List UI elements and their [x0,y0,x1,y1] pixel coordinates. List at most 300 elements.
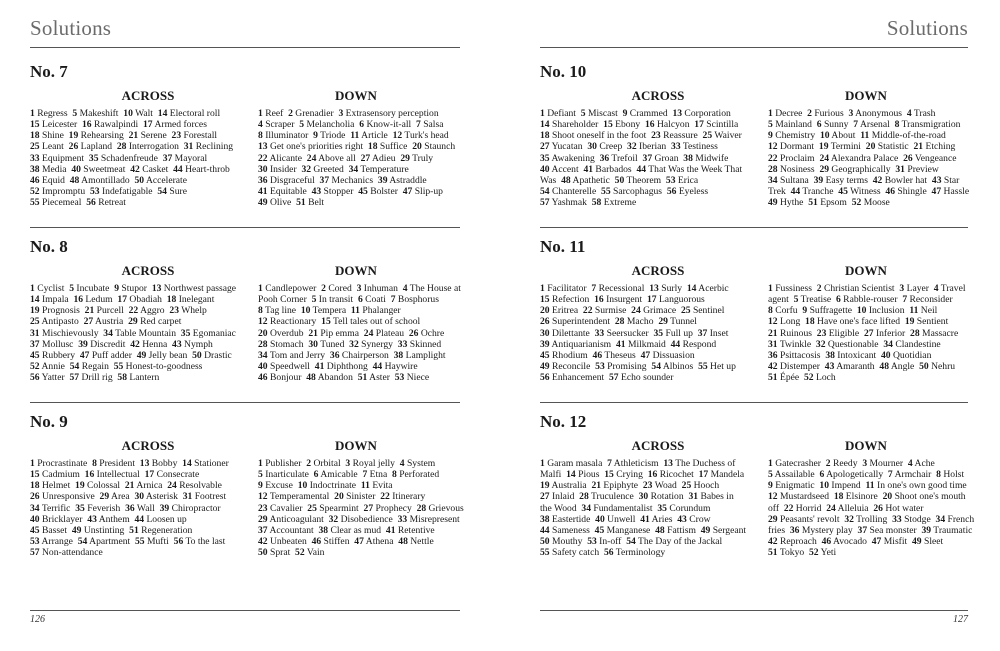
down-answer-line: 1 Reef 2 Grenadier 3 Extrasensory perception [258,108,439,119]
down-answer-line: 42 Distemper 43 Amaranth 48 Angle 50 Nehru [768,361,956,373]
left-page-header: Solutions [30,16,112,40]
clue-number: 41 [615,338,626,350]
clue-number: 43 [87,513,97,525]
clue-number: 36 [258,174,268,186]
clue-number: 40 [71,163,81,175]
across-answer-line: 18 Shine 19 Rehearsing 21 Serene 23 Forestall [30,130,218,142]
clue-number: 54 [626,536,636,548]
clue-number: 39 [159,502,170,514]
clue-number: 3 [345,458,351,469]
clue-number: 36 [599,152,610,164]
clue-number: 56 [666,186,677,198]
clue-number: 31 [768,338,778,350]
clue-number: 50 [919,361,929,373]
clue-number: 1 [258,108,263,119]
clue-number: 45 [838,186,848,198]
clue-number: 13 [649,283,659,294]
clue-number: 25 [30,316,40,328]
clue-number: 33 [892,513,902,525]
page-number: 126 [30,614,45,625]
across-answer-line: 20 Eritrea 22 Surmise 24 Grimace 25 Sentinel [540,305,725,317]
clue-number: 41 [583,163,594,175]
clue-number: 44 [670,338,681,350]
down-answer-line: 12 Mustardseed 18 Elsinore 20 Shoot one's mouth [768,491,966,503]
down-answer-line: 49 Hythe 51 Epsom 52 Moose [768,197,890,209]
clue-number: 53 [587,536,597,548]
clue-number: 37 [319,174,330,186]
clue-number: 8 [258,130,263,142]
clue-number: 23 [642,480,653,492]
clue-number: 22 [380,491,390,503]
clue-number: 11 [860,130,870,142]
clue-number: 30 [308,338,318,350]
clue-number: 11 [909,305,919,317]
clue-number: 31 [688,491,699,503]
clue-number: 58 [117,372,128,384]
across-answers [30,458,229,558]
across-answer-line: 34 Terrific 35 Feverish 36 Wall 39 Chiropractor [30,502,221,514]
right-page-header: Solutions [886,16,968,40]
section-rule [540,402,968,403]
clue-number: 12 [768,316,778,328]
across-answer-line: 25 Leant 26 Lapland 28 Interrogation 31 Reclining [30,141,234,153]
down-answer-line: 1 Candlepower 2 Cored 3 Inhuman 4 The House at [258,283,461,294]
across-answer-line: 38 Eastertide 40 Unwell 41 Aries 43 Crow [540,513,711,525]
clue-number: 4 [907,458,913,469]
clue-number: 12 [258,316,268,328]
clue-number: 53 [665,174,676,186]
clue-number: 44 [790,186,801,198]
clue-number: 37 [30,338,40,350]
clue-number: 12 [768,141,778,153]
clue-number: 8 [894,119,900,131]
clue-number: 35 [540,152,550,164]
clue-number: 49 [258,197,268,209]
clue-number: 23 [651,130,661,142]
clue-number: 40 [595,513,605,525]
clue-number: 13 [672,108,683,119]
down-answer-line: 1 Publisher 2 Orbital 3 Royal jelly 4 System [258,458,436,469]
clue-number: 42 [768,361,778,373]
clue-number: 7 [887,469,893,481]
clue-number: 12 [768,491,778,503]
clue-number: 16 [73,294,84,306]
clue-number: 15 [30,119,40,131]
puzzle-solution [30,412,464,572]
clue-number: 56 [30,372,40,384]
clue-number: 46 [592,349,603,361]
clue-number: 49 [136,349,147,361]
down-answer-line: 31 Twinkle 32 Questionable 34 Clandestine [768,338,941,350]
clue-number: 45 [540,349,550,361]
clue-number: 17 [646,294,657,306]
puzzle-title: No. 12 [540,412,587,431]
down-answer-line: 40 Speedwell 41 Diphthong 44 Haywire [258,361,418,373]
clue-number: 55 [540,547,550,559]
clue-number: 44 [636,163,647,175]
clue-number: 34 [258,349,268,361]
down-answer-line: agent 5 Treatise 6 Rabble-rouser 7 Reconsider [768,294,953,306]
clue-number: 44 [540,524,550,536]
clue-number: 14 [540,119,550,131]
clue-number: 24 [363,327,374,339]
clue-number: 50 [540,536,550,548]
clue-number: 26 [68,141,79,153]
clue-number: 34 [348,163,359,175]
clue-number: 39 [813,174,824,186]
clue-number: 22 [783,502,794,514]
clue-number: 25 [30,141,40,153]
clue-number: 17 [142,119,153,131]
puzzle-solution [30,62,460,222]
clue-number: 28 [416,502,427,514]
clue-number: 13 [151,283,162,294]
clue-number: 27 [540,141,550,153]
clue-number: 29 [99,491,110,503]
down-answer-line: 50 Sprat 52 Vain [258,547,325,559]
clue-number: 29 [658,316,668,328]
across-answer-line: 50 Mouthy 53 In-off 54 The Day of the Jackal [540,536,723,548]
clue-number: 55 [30,197,40,209]
clue-number: 21 [591,480,602,492]
down-answer-line: 13 Get one's priorities right 18 Suffice 20 Staunch [258,141,456,153]
clue-number: 40 [540,163,550,175]
clue-number: 44 [372,361,383,373]
section-rule [30,227,460,228]
header-rule [30,47,460,48]
across-answers [30,108,233,208]
clue-number: 26 [540,316,550,328]
down-answer-line: 34 Sultana 39 Easy terms 42 Bowler hat 43 Star [768,174,960,186]
clue-number: 41 [640,513,650,525]
clue-number: 13 [139,458,150,469]
clue-number: 57 [69,372,80,384]
clue-number: 20 [258,327,268,339]
clue-number: 34 [935,513,946,525]
clue-number: 57 [540,197,550,209]
clue-number: 36 [125,502,135,514]
across-heading: ACROSS [631,263,685,278]
page-number: 127 [953,614,968,625]
across-answer-line: 1 Defiant 5 Miscast 9 Crammed 13 Corporation [540,108,731,119]
down-answer-line: 42 Reproach 46 Avocado 47 Misfit 49 Sleet [768,536,944,548]
clue-number: 1 [768,108,773,119]
across-answer-line: 35 Awakening 36 Trefoil 37 Groan 38 Midwife [540,152,729,164]
clue-number: 49 [700,524,711,536]
clue-number: 49 [71,524,82,536]
down-answer-line: 1 Fussiness 2 Christian Scientist 3 Layer 4 Travel [768,283,966,294]
clue-number: 31 [183,141,194,153]
clue-number: 4 [258,119,263,131]
clue-number: 47 [640,349,651,361]
clue-number: 14 [686,283,697,294]
clue-number: 33 [671,141,681,153]
clue-number: 27 [360,152,371,164]
clue-number: 4 [906,108,912,119]
clue-number: 4 [402,283,408,294]
clue-number: 35 [653,327,664,339]
clue-number: 28 [910,327,920,339]
clue-number: 35 [88,152,99,164]
down-answers [258,283,461,383]
down-heading: DOWN [335,88,377,103]
clue-number: 19 [540,480,550,492]
clue-number: 29 [258,513,268,525]
clue-number: 30 [587,141,597,153]
down-answer-line: 5 Assailable 6 Apologetically 7 Armchair 8 Holst [768,469,965,481]
clue-number: 24 [167,480,177,492]
clue-number: 52 [803,372,814,384]
clue-number: 30 [540,327,550,339]
clue-number: 31 [182,491,193,503]
across-answer-line: 18 Shoot oneself in the foot 23 Reassure 25 Waiver [540,130,742,142]
down-answer-line: 36 Disgraceful 37 Mechanics 39 Astraddle [258,174,427,186]
section-rule [30,402,460,403]
clue-number: 22 [582,305,593,317]
clue-number: 50 [134,174,145,186]
clue-number: 49 [768,197,778,209]
clue-number: 5 [793,294,799,306]
clue-number: 52 [295,547,305,559]
clue-number: 37 [162,152,173,164]
clue-number: 18 [166,294,177,306]
across-answers [540,458,746,558]
down-answer-line: 12 Reactionary 15 Tell tales out of school [258,316,421,328]
across-heading: ACROSS [121,263,175,278]
clue-number: 41 [385,524,396,536]
clue-number: 38 [683,152,693,164]
clue-number: 14 [182,458,192,469]
clue-number: 36 [329,349,340,361]
across-answer-line: 40 Bricklayer 43 Anthem 44 Loosen up [30,513,187,525]
across-answer-line: 38 Media 40 Sweetmeat 42 Casket 44 Heart-throb [30,163,230,175]
down-answer-line: 22 Alicante 24 Above all 27 Adieu 29 Truly [258,152,434,164]
clue-number: 18 [30,480,40,492]
down-answer-line: 34 Tom and Jerry 36 Chairperson 38 Lamplight [258,349,446,361]
down-answer-line: 8 Illuminator 9 Triode 11 Article 12 Turk's head [258,130,449,142]
clue-number: 10 [819,130,830,142]
down-answers [768,108,969,208]
clue-number: 23 [816,327,827,339]
clue-number: 40 [881,349,891,361]
clue-number: 45 [30,524,40,536]
clue-number: 10 [297,480,308,492]
across-answer-line: 1 Regress 5 Makeshift 10 Walt 14 Electoral roll [30,108,221,119]
clue-number: 46 [885,186,896,198]
down-answer-line: 8 Corfu 9 Suffragette 10 Inclusion 11 Neil [768,305,938,317]
down-answer-line: 30 Insider 32 Greeted 34 Temperature [258,163,409,175]
across-answer-line: 27 Inlaid 28 Truculence 30 Rotation 31 Babes in [540,491,734,503]
clue-number: 38 [393,349,404,361]
puzzle-title: No. 9 [30,412,68,431]
clue-number: 40 [258,361,268,373]
clue-number: 30 [134,491,145,503]
clue-number: 14 [157,108,168,119]
clue-number: 1 [258,458,263,469]
puzzle-title: No. 10 [540,62,587,81]
down-answer-line: 42 Unbeaten 46 Stiffen 47 Athena 48 Nettle [258,536,434,548]
clue-number: 35 [180,327,191,339]
down-answer-line: 12 Long 18 Have one's face lifted 19 Sentient [768,316,949,328]
clue-number: 43 [677,513,687,525]
clue-number: 36 [789,524,800,536]
clue-number: 1 [540,283,545,294]
across-answer-line: 1 Cyclist 5 Incubate 9 Stupor 13 Northwest passage [30,283,237,294]
clue-number: 37 [857,524,868,536]
down-answer-line: 9 Excuse 10 Indoctrinate 11 Evita [258,480,393,492]
puzzle-solution [30,237,460,397]
clue-number: 7 [591,283,597,294]
clue-number: 28 [614,316,625,328]
clue-number: 46 [258,372,268,384]
across-answer-line: 14 Shareholder 15 Ebony 16 Halcyon 17 Scintilla [540,119,739,131]
clue-number: 47 [402,186,413,198]
clue-number: 31 [30,327,40,339]
across-answers [30,283,236,383]
clue-number: 25 [702,130,713,142]
clue-number: 17 [698,469,709,481]
clue-number: 18 [367,141,378,153]
clue-number: 7 [853,119,859,131]
clue-number: 9 [114,283,120,294]
across-heading: ACROSS [631,88,685,103]
clue-number: 5 [311,294,317,306]
across-answer-line: 1 Procrastinate 8 President 13 Bobby 14 Stationer [30,458,229,469]
clue-number: 30 [258,163,268,175]
down-answers [258,458,464,558]
clue-number: 12 [258,491,268,503]
clue-number: 33 [594,327,605,339]
clue-number: 53 [595,361,605,373]
across-answer-line: 44 Sameness 45 Manganese 48 Fattism 49 Sergeant [540,524,747,536]
clue-number: 34 [103,327,113,339]
clue-number: 48 [306,372,316,384]
clue-number: 7 [416,119,421,131]
clue-number: 19 [818,141,829,153]
clue-number: 43 [311,186,322,198]
clue-number: 27 [363,502,374,514]
down-answer-line: 49 Olive 51 Belt [258,197,325,209]
down-answer-line: 1 Gatecrasher 2 Reedy 3 Mourner 4 Ache [768,458,935,469]
clue-number: 19 [75,480,85,492]
clue-number: 6 [819,469,825,481]
clue-number: 7 [607,458,612,469]
down-answer-line: 9 Chemistry 10 About 11 Middle-of-the-road [768,130,946,142]
clue-number: 1 [768,283,773,294]
clue-number: 48 [69,174,80,186]
clue-number: 14 [566,469,576,481]
clue-number: 48 [655,524,665,536]
clue-number: 6 [313,469,319,481]
down-heading: DOWN [335,438,377,453]
clue-number: 1 [30,108,35,119]
clue-number: 44 [134,513,145,525]
clue-number: 8 [768,305,773,317]
clue-number: 55 [698,361,708,373]
clue-number: 49 [912,536,922,548]
clue-number: 35 [657,502,667,514]
down-answer-line: 5 Inarticulate 6 Amicable 7 Etna 8 Perforated [258,469,440,481]
clue-number: 29 [768,513,778,525]
clue-number: 24 [306,152,317,164]
clue-number: 33 [30,152,40,164]
clue-number: 23 [258,502,268,514]
clue-number: 42 [130,163,140,175]
clue-number: 56 [86,197,96,209]
across-answer-line: Was 48 Apathetic 50 Theorem 53 Erica [540,174,699,186]
clue-number: 15 [540,294,550,306]
across-answer-line: 19 Australia 21 Epiphyte 23 Woad 25 Hooch [540,480,720,492]
clue-number: 32 [627,141,637,153]
clue-number: 6 [816,119,822,131]
clue-number: 18 [540,130,550,142]
clue-number: 24 [631,305,641,317]
across-answer-line: 37 Mollusc 39 Discredit 42 Henna 43 Nymph [30,338,213,350]
across-answer-line: 27 Yucatan 30 Creep 32 Iberian 33 Testiness [540,141,718,153]
puzzle-solution [540,62,970,222]
clue-number: 12 [392,130,403,142]
down-heading: DOWN [845,263,887,278]
clue-number: 1 [540,458,545,469]
clue-number: 29 [128,316,138,328]
puzzle-title: No. 7 [30,62,68,81]
clue-number: 51 [129,524,139,536]
across-answer-line: 26 Superintendent 28 Macho 29 Tunnel [540,316,697,328]
clue-number: 45 [358,186,368,198]
clue-number: 47 [79,349,90,361]
clue-number: 53 [394,372,405,384]
clue-number: 27 [863,327,874,339]
clue-number: 52 [809,547,819,559]
clue-number: 32 [349,338,359,350]
across-answer-line: 15 Refection 16 Insurgent 17 Languorous [540,294,705,306]
clue-number: 1 [768,458,773,469]
clue-number: 8 [258,305,263,317]
clue-number: 5 [580,108,586,119]
clue-number: 29 [819,163,830,175]
down-answer-line: 22 Proclaim 24 Alexandra Palace 26 Vengeance [768,152,957,164]
clue-number: 32 [815,338,826,350]
clue-number: 11 [350,130,360,142]
clue-number: 9 [258,480,263,492]
clue-number: 42 [768,536,778,548]
across-heading: ACROSS [121,438,175,453]
clue-number: 32 [844,513,854,525]
clue-number: 39 [540,338,550,350]
clue-number: 50 [258,547,268,559]
clue-number: 1 [30,458,35,469]
clue-number: 30 [638,491,649,503]
down-answer-line: Trek 44 Tranche 45 Witness 46 Shingle 47 Hassle [768,186,970,198]
clue-number: 21 [308,327,318,339]
clue-number: 52 [30,361,40,373]
clue-number: 5 [768,469,773,481]
down-heading: DOWN [845,438,887,453]
clue-number: 8 [936,469,941,481]
across-answer-line: 45 Rubbery 47 Puff adder 49 Jelly bean 50 Drastic [30,349,232,361]
clue-number: 56 [540,372,550,384]
down-answer-line: 4 Scraper 5 Melancholia 6 Know-it-all 7 Salsa [258,119,444,131]
puzzle-solution [540,237,970,397]
across-answer-line: 54 Chanterelle 55 Sarcophagus 56 Eyeless [540,186,709,198]
clue-number: 54 [651,361,661,373]
down-answer-line: 51 Tokyo 52 Yeti [768,547,837,559]
clue-number: 41 [314,361,325,373]
down-heading: DOWN [845,88,887,103]
across-answer-line: 1 Facilitator 7 Recessional 13 Surly 14 Acerbic [540,283,729,294]
clue-number: 3 [862,458,868,469]
clue-number: 20 [882,491,893,503]
